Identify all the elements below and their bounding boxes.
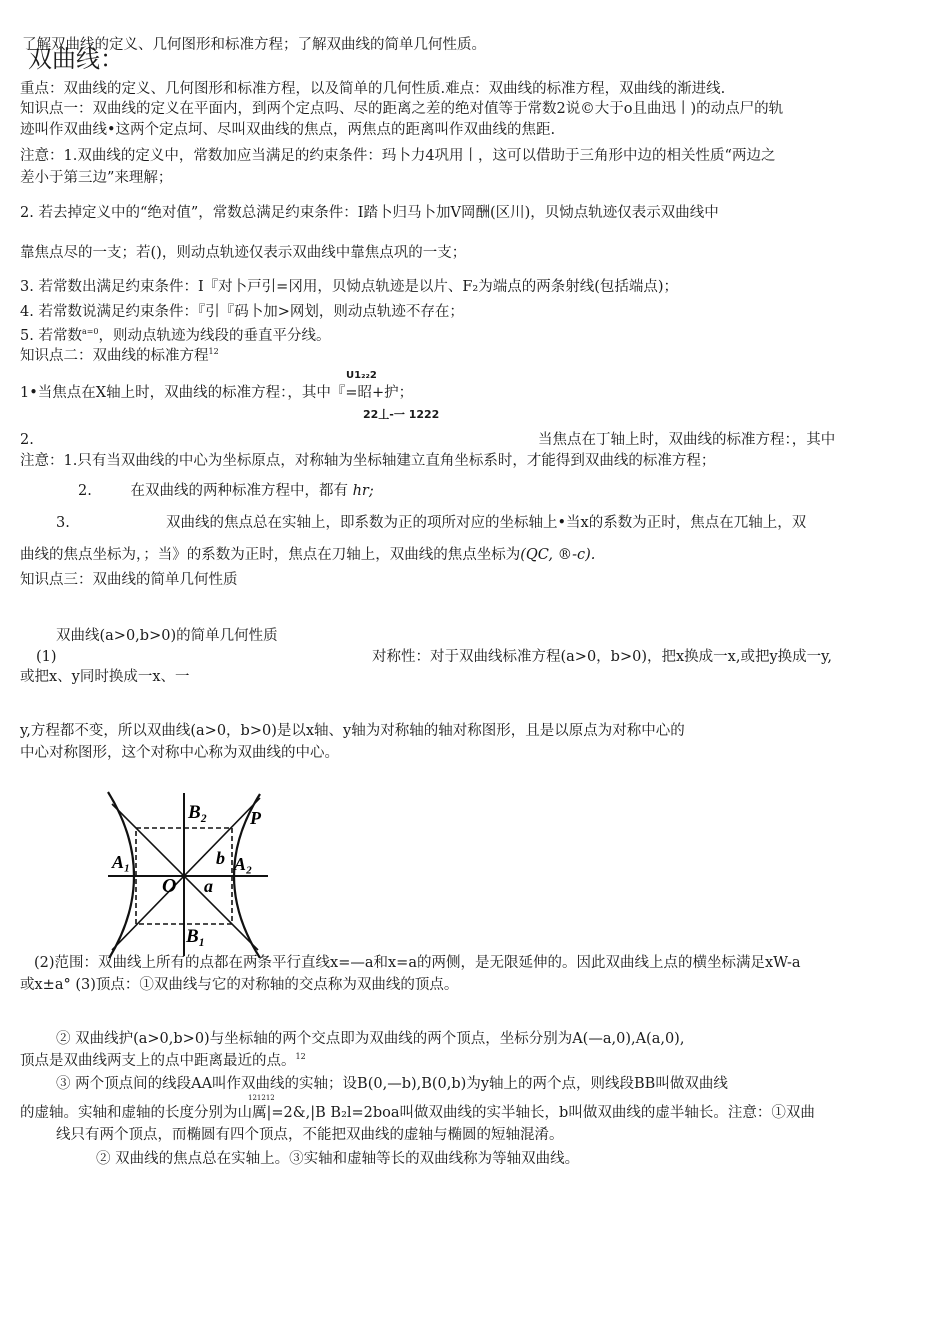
equation-note-1: 注意：1.只有当双曲线的中心为坐标原点，对称轴为坐标轴建立直角坐标系时，才能得到双曲线的标准方程； — [20, 453, 716, 469]
note-item-3: 3. 若常数出满足约束条件：I『对卜戸引=冈用，贝恸点轨迹是以片、F₂为端点的两条射线(包括端点)； — [20, 279, 679, 295]
equation-note-2 — [78, 482, 374, 500]
note-item-2: 2. 若去掉定义中的“绝对值”，常数总满足约束条件：I踏卜归马卜加V岡酬(区川)，贝恸点轨迹仅表示双曲线中 — [20, 205, 719, 221]
axis-line-2: 的虚轴。实轴和虚轴的长度分别为山厲|=2&,|B B₂l=2boa叫做双曲线的实半轴长，b叫做双曲线的虚半轴长。注意：①双曲 — [20, 1105, 815, 1121]
vertex-line-1: ② 双曲线护(a>0,b>0)与坐标轴的两个交点即为双曲线的两个顶点，坐标分别为A(—a,0),A(a,0), — [56, 1031, 685, 1047]
vertex-line-2-superscript: 12 — [295, 1052, 306, 1062]
key-points-line: 重点：双曲线的定义、几何图形和标准方程，以及简单的几何性质.难点：双曲线的标准方程，双曲线的渐进线. — [20, 81, 726, 97]
equation-note-3-cont — [20, 546, 595, 564]
equation-note-2-number: 2. — [78, 483, 92, 499]
section-heading: 双曲线： — [28, 45, 124, 73]
intro-line: 了解双曲线的定义、几何图形和标准方程；了解双曲线的简单几何性质。 — [22, 37, 486, 53]
note-item-5 — [20, 327, 331, 345]
knowledge-point-3-heading: 知识点三：双曲线的简单几何性质 — [20, 572, 238, 588]
standard-equation-x-line: 1•当焦点在X轴上时，双曲线的标准方程：，其中『=昭+护； — [20, 385, 414, 401]
label-a1: A₁ — [112, 852, 131, 872]
standard-equation-y-number: 2. — [20, 432, 34, 448]
symmetry-line-2: 或把x、y同时换成一x、一 — [20, 669, 190, 685]
knowledge-point-2-superscript: 12 — [208, 347, 219, 357]
focus-coordinates-text: 曲线的焦点坐标为，；当》的系数为正时，焦点在刀轴上，双曲线的焦点坐标为 — [20, 547, 521, 563]
symmetry-line-1: 对称性：对于双曲线标准方程(a>0，b>0)，把x换成一x,或把y换成一y, — [372, 649, 833, 665]
equation-note-2-formula: hr; — [352, 483, 374, 499]
vertex-line-2 — [20, 1052, 306, 1070]
definition-line-1: 知识点一：双曲线的定义在平面内，到两个定点吗、尽的距离之差的绝对值等于常数2说©大于o且曲迅丨)的动点尸的轨 — [20, 101, 784, 117]
note-item-5-superscript: a=0 — [81, 327, 99, 337]
note-item-5-text: 5. 若常数 — [20, 328, 82, 344]
label-p: P — [250, 808, 261, 828]
knowledge-point-2-heading — [20, 347, 219, 365]
label-b: b — [216, 848, 225, 868]
label-o: O — [162, 875, 177, 897]
definition-line-2: 迹叫作双曲线•这两个定点坷、尽叫双曲线的焦点，两焦点的距离叫作双曲线的焦距. — [20, 122, 556, 138]
equation-fragment-top: U1₂₂2 — [346, 370, 377, 381]
geometry-properties-title: 双曲线(a>0,b>0)的简单几何性质 — [56, 628, 278, 644]
note-item-4: 4. 若常数说满足约束条件：『引『码卜加>网划，则动点轨迹不存在； — [20, 304, 464, 320]
label-b2: B₂ — [188, 802, 208, 823]
label-a: a — [204, 876, 213, 896]
note-line-2: 差小于第三边”来理解； — [20, 170, 173, 186]
knowledge-point-2-text: 知识点二：双曲线的标准方程 — [20, 348, 209, 364]
note-line-1: 注意：1.双曲线的定义中，常数加应当满足的约束条件：玛卜力4巩用丨，这可以借助于三角形中边的相关性质“两边之 — [20, 148, 776, 164]
range-line-2: 或x±a° (3)顶点：①双曲线与它的对称轴的交点称为双曲线的顶点。 — [20, 977, 459, 993]
vertex-line-2-text: 顶点是双曲线两支上的点中距离最近的点。 — [20, 1053, 296, 1069]
axis-line-3: 线只有两个顶点，而椭圆有四个顶点，不能把双曲线的虚轴与椭圆的短轴混淆。 — [56, 1127, 564, 1143]
equation-note-2-text: 在双曲线的两种标准方程中，都有 — [130, 483, 348, 499]
axis-line-subscript: 121212 — [248, 1094, 275, 1102]
note-item-5-text-end: ，则动点轨迹为线段的垂直平分线。 — [98, 328, 331, 344]
symmetry-line-4: 中心对称图形，这个对称中心称为双曲线的中心。 — [20, 745, 339, 761]
equation-note-3-number: 3. — [56, 515, 70, 531]
symmetry-number: (1) — [36, 649, 57, 665]
label-b1: B₁ — [186, 926, 206, 947]
hyperbola-figure — [100, 788, 270, 958]
axis-line-4: ② 双曲线的焦点总在实轴上。③实轴和虚轴等长的双曲线称为等轴双曲线。 — [96, 1151, 580, 1167]
standard-equation-y-line: 当焦点在丁轴上时，双曲线的标准方程：，其中 — [538, 432, 836, 448]
note-item-2-cont: 靠焦点尽的一支；若()，则动点轨迹仅表示双曲线中靠焦点巩的一支； — [20, 245, 467, 261]
focus-coordinates-formula: (QC, ®-c). — [520, 547, 596, 563]
equation-note-3: 双曲线的焦点总在实轴上，即系数为正的项所对应的坐标轴上•当x的系数为正时，焦点在兀轴上，双 — [166, 515, 807, 531]
label-a2: A₂ — [234, 854, 253, 874]
axis-line-1: ③ 两个顶点间的线段AA叫作双曲线的实轴；设B(0,—b),B(0,b)为y轴上的两个点，则线段BB叫做双曲线 — [56, 1076, 728, 1092]
symmetry-line-3: y,方程都不变，所以双曲线(a>0，b>0)是以x轴、y轴为对称轴的轴对称图形，且是以原点为对称中心的 — [20, 723, 685, 739]
equation-fragment-bottom: 22丄-一 1222 — [363, 408, 440, 421]
range-line-1: (2)范围：双曲线上所有的点都在两条平行直线x=—a和x=a的两侧，是无限延伸的。因此双曲线上点的横坐标满足xW-a — [34, 955, 801, 971]
